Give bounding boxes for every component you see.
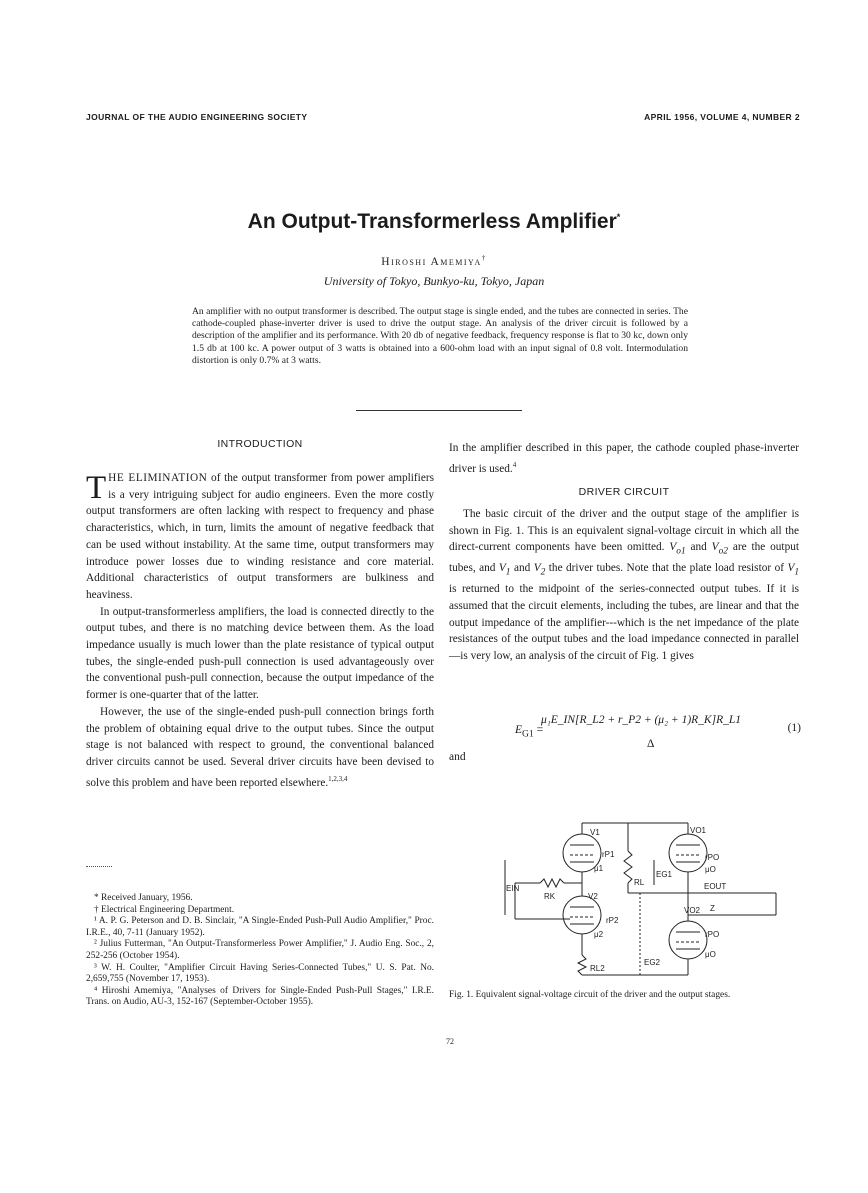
intro-references: 1,2,3,4 [328, 774, 348, 783]
tube-vo1 [669, 834, 707, 872]
intro-paragraph-3 [86, 704, 434, 791]
var-v1-b: $V_1$ [787, 562, 800, 578]
tube-v2 [563, 896, 601, 934]
label-v2: V2 [588, 892, 598, 901]
equation-continuation: and [449, 751, 466, 763]
label-rp2: rP2 [606, 916, 619, 925]
label-muo-bottom: μO [705, 950, 716, 959]
footnote-ref-3: ³ W. H. Coulter, "Amplifier Circuit Having Series-Connected Tubes," U. S. Pat. No. 2,659,755 (November 17, 1953). [86, 962, 434, 985]
author-affiliation: University of Tokyo, Bunkyo-ku, Tokyo, Japan [323, 274, 545, 288]
journal-running-head: JOURNAL OF THE AUDIO ENGINEERING SOCIETY [86, 112, 308, 122]
introduction-body [86, 470, 434, 791]
label-vo2: VO2 [684, 906, 701, 915]
label-v1: V1 [590, 828, 600, 837]
label-eout: EOUT [704, 882, 727, 891]
author-text: Hiroshi Amemiya [381, 255, 482, 268]
right-intro-reference: 4 [512, 460, 517, 469]
issue-running-head: APRIL 1956, VOLUME 4, NUMBER 2 [644, 112, 800, 122]
driver-text-output-tubes: are the output tubes, and [449, 541, 800, 575]
label-rpo-top: rPO [705, 853, 720, 862]
label-eg2: EG2 [644, 958, 661, 967]
intro-paragraph-2: In output-transformerless amplifiers, the load is connected directly to the output tubes, and there is no matching device between them. As the load impedance usually is much lower than the plate resistance of typical output tubes, the single-ended push-pull connection is used advantageously over the conventional push-pull connection, because the output impedance of the former is one-quarter that of the latter. [86, 605, 434, 702]
figure-1-circuit-diagram [490, 815, 790, 985]
author-footnote-mark: † [481, 254, 487, 262]
title-footnote-mark: * [616, 212, 621, 222]
footnote-ref-2: ² Julius Futterman, "An Output-Transformerless Power Amplifier," J. Audio Eng. Soc., 2, 252-256 (October 1954). [86, 939, 434, 961]
right-intro-text: In the amplifier described in this paper, the cathode coupled phase-inverter driver is used. [449, 442, 799, 475]
label-rl2: RL2 [590, 964, 605, 973]
label-rpo-bottom: rPO [705, 930, 720, 939]
var-v-o2: $V_{o2}$ [711, 541, 728, 557]
driver-text-and-2: and [513, 562, 531, 575]
label-mu2: μ2 [594, 930, 604, 939]
driver-text-and: and [690, 541, 707, 554]
footnote-divider [86, 866, 112, 867]
driver-circuit-heading: DRIVER CIRCUIT [578, 486, 670, 498]
figure-1-caption: Fig. 1. Equivalent signal-voltage circuit of the driver and the output stages. [449, 990, 731, 1000]
intro-paragraph-1 [86, 470, 434, 604]
label-ein: EIN [506, 884, 520, 893]
label-mu1: μ1 [594, 864, 604, 873]
equation-number: (1) [787, 722, 801, 734]
section-divider [356, 410, 522, 411]
label-eg1: EG1 [656, 870, 673, 879]
equation-numerator: μ₁E_IN[R_L2 + r_P2 + (μ₂ + 1)R_K]R_L1 [541, 714, 741, 726]
drop-cap: T [86, 470, 107, 506]
var-v1: $V_1$ [498, 562, 511, 578]
title-text: An Output-Transformerless Amplifier [247, 210, 617, 233]
driver-text-rest: is returned to the midpoint of the series-connected output tubes. If it is assumed that the circuit elements, including the tubes, are linear and that the output impedance of the amplifier---which is the net impedance of the plate resistances of the output tubes and the load impedance connected in parallel—is very low, an analysis of the circuit of Fig. 1 gives [449, 583, 799, 663]
label-muo-top: μO [705, 865, 716, 874]
abstract: An amplifier with no output transformer is described. The output stage is single ended, and the tubes are connected in series. The cathode-coupled phase-inverter driver is used to drive the output stage. An analysis of the driver circuit is followed by a description of the amplifier and its performance. With 20 db of negative feedback, frequency response is flat to 30 kc, down only 1.5 db at 100 kc. A power output of 3 watts is obtained into a 600-ohm load with an input signal of 0.8 volt. Intermodulation distortion is only 0.7% at 3 watts. [192, 306, 688, 366]
intro-lead-caps: HE ELIMINATION [108, 472, 208, 484]
footnote-ref-4: ⁴ Hiroshi Amemiya, "Analyses of Drivers for Single-Ended Push-Pull Stages," I.R.E. Trans. on Audio, AU-3, 152-167 (September-October 1955). [86, 985, 434, 1008]
intro-paragraph-3-text: However, the use of the single-ended push-pull connection brings forth the problem of obtaining equal drive to the output tubes. Since the output stage is not balanced with respect to ground, the conventional balanced driver circuits cannot be used. Several driver circuits have been devised to solve this problem and have been reported elsewhere. [86, 705, 434, 789]
footnote-ref-1: ¹ A. P. G. Peterson and D. B. Sinclair, "A Single-Ended Push-Pull Audio Amplifier," Proc. I.R.E., 40, 7-11 (January 1952). [86, 916, 434, 938]
author-name [0, 254, 868, 268]
label-z: Z [710, 904, 715, 913]
driver-text-start: The basic circuit of the driver and the output stage of the amplifier is shown in Fig. 1. This is an equivalent signal-voltage circuit in which all the direct-current components have been omitted. [449, 508, 799, 554]
page-number: 72 [446, 1037, 454, 1046]
label-rp1: rP1 [602, 850, 615, 859]
equation-denominator: Δ [647, 738, 655, 750]
footnotes [86, 893, 434, 1009]
introduction-heading: INTRODUCTION [217, 438, 303, 450]
footnote-affiliation: † Electrical Engineering Department. [94, 904, 235, 915]
var-v2: $V_2$ [533, 562, 546, 578]
equation-lhs: $E_{G1}$ = [515, 724, 544, 740]
driver-text-driver-tubes: the driver tubes. Note that the plate load resistor of [548, 562, 784, 575]
right-intro-paragraph [449, 440, 799, 477]
var-v-o1: $V_{o1}$ [669, 541, 686, 557]
driver-paragraph [449, 506, 799, 665]
equation-1 [449, 714, 801, 752]
label-vo1: VO1 [690, 826, 707, 835]
footnote-received: * Received January, 1956. [94, 893, 193, 903]
tube-vo2 [669, 921, 707, 959]
article-title [0, 210, 868, 234]
intro-paragraph-1-text: of the output transformer from power amplifiers is a very intriguing subject for audio engineers. Even the more costly output transformers are often lacking with respect to frequency and phase characteristics, which, in turn, limits the amount of negative feedback that can be used without instability. At the same time, output transformers may introduce power losses due to winding resistance and core material. Additional characteristics of output transformers are bulkiness and heaviness. [86, 472, 434, 601]
driver-circuit-body [449, 506, 799, 665]
label-rl: RL [634, 878, 645, 887]
label-rk: RK [544, 892, 556, 901]
